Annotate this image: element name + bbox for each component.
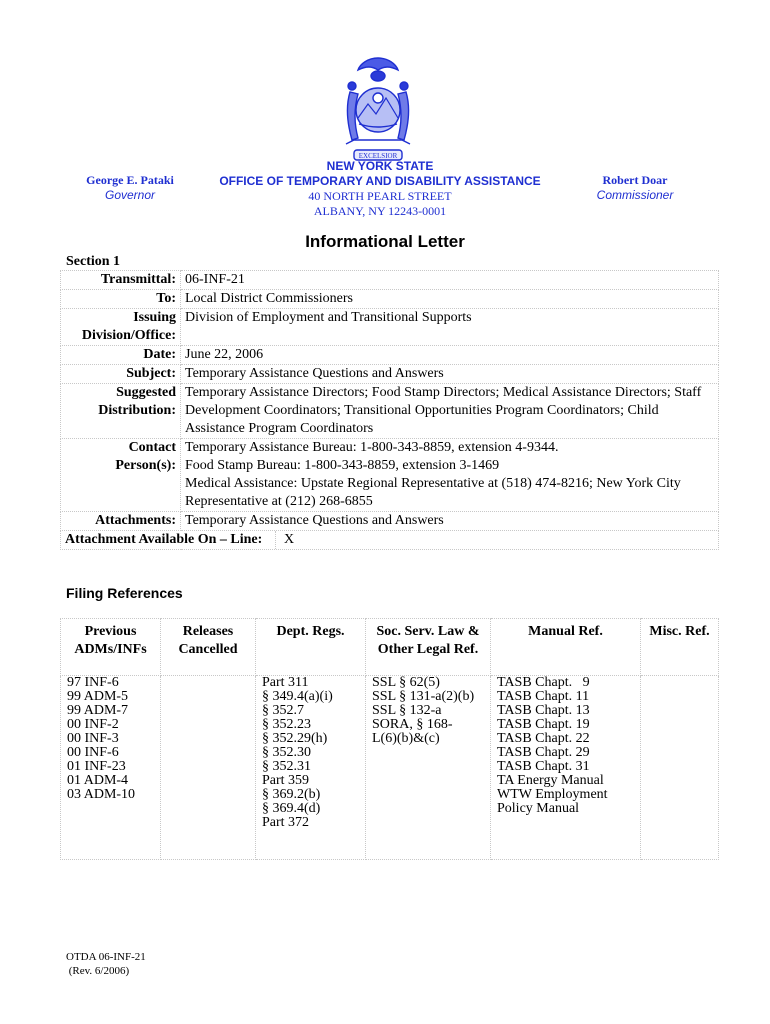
governor-block	[80, 173, 180, 203]
document-title: Informational Letter	[305, 232, 465, 251]
info-label: Subject:	[61, 365, 181, 384]
list-item: TASB Chapt. 29	[497, 745, 590, 760]
seal-motto: EXCELSIOR	[358, 152, 398, 160]
attachment-online-value: X	[284, 532, 295, 547]
state-name: NEW YORK STATE	[326, 159, 434, 173]
list-item: SSL § 62(5)	[372, 675, 440, 690]
list-item: § 369.4(d)	[262, 801, 321, 816]
office-name: OFFICE OF TEMPORARY AND DISABILITY ASSISTANCE	[219, 174, 541, 188]
info-row	[61, 271, 719, 290]
filing-body-row	[61, 676, 719, 860]
list-item: WTW Employment	[497, 787, 608, 802]
info-row	[61, 384, 719, 439]
attachment-online-label: Attachment Available On – Line:	[61, 531, 276, 549]
list-item: 00 INF-3	[67, 731, 119, 746]
section-label: Section 1	[66, 254, 121, 269]
list-item: 99 ADM-7	[67, 703, 129, 718]
governor-title: Governor	[104, 188, 156, 202]
list-item: 00 INF-2	[67, 717, 119, 732]
col-previous: Previous ADMs/INFs	[61, 619, 161, 676]
previous-list	[61, 676, 161, 860]
list-item: TASB Chapt. 11	[497, 689, 590, 704]
list-item: § 352.31	[262, 759, 311, 774]
list-item: 97 INF-6	[67, 675, 119, 690]
office-city: ALBANY, NY 12243-0001	[313, 204, 447, 218]
info-label: To:	[61, 290, 181, 309]
list-item: TASB Chapt. 13	[497, 703, 590, 718]
list-item: TASB Chapt. 31	[497, 759, 590, 774]
info-value: Local District Commissioners	[181, 290, 719, 309]
info-row	[61, 290, 719, 309]
info-label: Issuing Division/Office:	[61, 309, 181, 346]
list-item: Part 311	[262, 675, 309, 690]
list-item: § 352.23	[262, 717, 311, 732]
dept-regs-list	[256, 676, 366, 860]
list-item: Policy Manual	[497, 801, 580, 816]
agency-block	[210, 159, 550, 219]
list-item: § 369.2(b)	[262, 787, 321, 802]
info-value: June 22, 2006	[181, 346, 719, 365]
info-value: Temporary Assistance Questions and Answers	[181, 365, 719, 384]
list-item: SORA, § 168-	[372, 717, 453, 732]
info-label: Date:	[61, 346, 181, 365]
commissioner-name: Robert Doar	[602, 173, 668, 187]
office-street: 40 NORTH PEARL STREET	[308, 189, 452, 203]
info-value: Division of Employment and Transitional Supports	[181, 309, 719, 346]
list-item: 01 INF-23	[67, 759, 126, 774]
info-row	[61, 309, 719, 346]
form-number: OTDA 06-INF-21	[66, 951, 146, 963]
list-item: § 352.30	[262, 745, 311, 760]
list-item: § 349.4(a)(i)	[262, 689, 333, 704]
list-item: SSL § 132-a	[372, 703, 442, 718]
info-label: Contact Person(s):	[61, 439, 181, 512]
filing-references-table	[60, 618, 719, 860]
list-item: Part 372	[262, 815, 310, 830]
form-footer	[66, 950, 146, 978]
governor-name: George E. Pataki	[86, 173, 174, 187]
list-item: § 352.29(h)	[262, 731, 328, 746]
soc-serv-list	[366, 676, 491, 860]
info-row	[61, 512, 719, 531]
info-label: Transmittal:	[61, 271, 181, 290]
info-row	[61, 346, 719, 365]
info-value	[181, 439, 719, 512]
info-row	[61, 531, 719, 550]
list-item: TA Energy Manual	[497, 773, 604, 788]
filing-header-row	[61, 619, 719, 676]
commissioner-block	[585, 173, 685, 203]
manual-list	[491, 676, 641, 860]
transmittal-table	[60, 270, 719, 550]
releases-list	[161, 676, 256, 860]
list-item: 99 ADM-5	[67, 689, 129, 704]
col-soc-serv: Soc. Serv. Law & Other Legal Ref.	[366, 619, 491, 676]
info-label: Suggested Distribution:	[61, 384, 181, 439]
form-revision: (Rev. 6/2006)	[66, 965, 130, 977]
col-dept-regs: Dept. Regs.	[256, 619, 366, 676]
list-item: 00 INF-6	[67, 745, 119, 760]
list-item: 03 ADM-10	[67, 787, 136, 802]
col-misc: Misc. Ref.	[641, 619, 719, 676]
contact-line: Medical Assistance: Upstate Regional Representative at (518) 474-8216; New York City Representative at (212) 268-6855	[185, 476, 681, 509]
list-item: § 352.7	[262, 703, 304, 718]
new-york-state-seal	[328, 52, 428, 170]
list-item: 01 ADM-4	[67, 773, 129, 788]
list-item: L(6)(b)&(c)	[372, 731, 440, 746]
list-item: TASB Chapt. 9	[497, 675, 590, 690]
info-label: Attachments:	[61, 512, 181, 531]
list-item: TASB Chapt. 19	[497, 717, 590, 732]
info-row	[61, 439, 719, 512]
filing-references-title: Filing References	[66, 585, 183, 601]
info-value: Temporary Assistance Directors; Food Stamp Directors; Medical Assistance Directors; Staff Development Coordinators; Transitional Opportunities Program Coordinators; Child Assistance Program Coordinators	[181, 384, 719, 439]
list-item: SSL § 131-a(2)(b)	[372, 689, 475, 704]
list-item: TASB Chapt. 22	[497, 731, 590, 746]
info-row	[61, 365, 719, 384]
commissioner-title: Commissioner	[596, 188, 674, 202]
info-value: 06-INF-21	[181, 271, 719, 290]
misc-list	[641, 676, 719, 860]
contact-line: Food Stamp Bureau: 1-800-343-8859, extension 3-1469	[185, 458, 500, 473]
col-manual: Manual Ref.	[491, 619, 641, 676]
info-value: Temporary Assistance Questions and Answers	[181, 512, 719, 531]
col-releases: Releases Cancelled	[161, 619, 256, 676]
list-item: Part 359	[262, 773, 310, 788]
contact-line: Temporary Assistance Bureau: 1-800-343-8859, extension 4-9344.	[185, 440, 559, 455]
